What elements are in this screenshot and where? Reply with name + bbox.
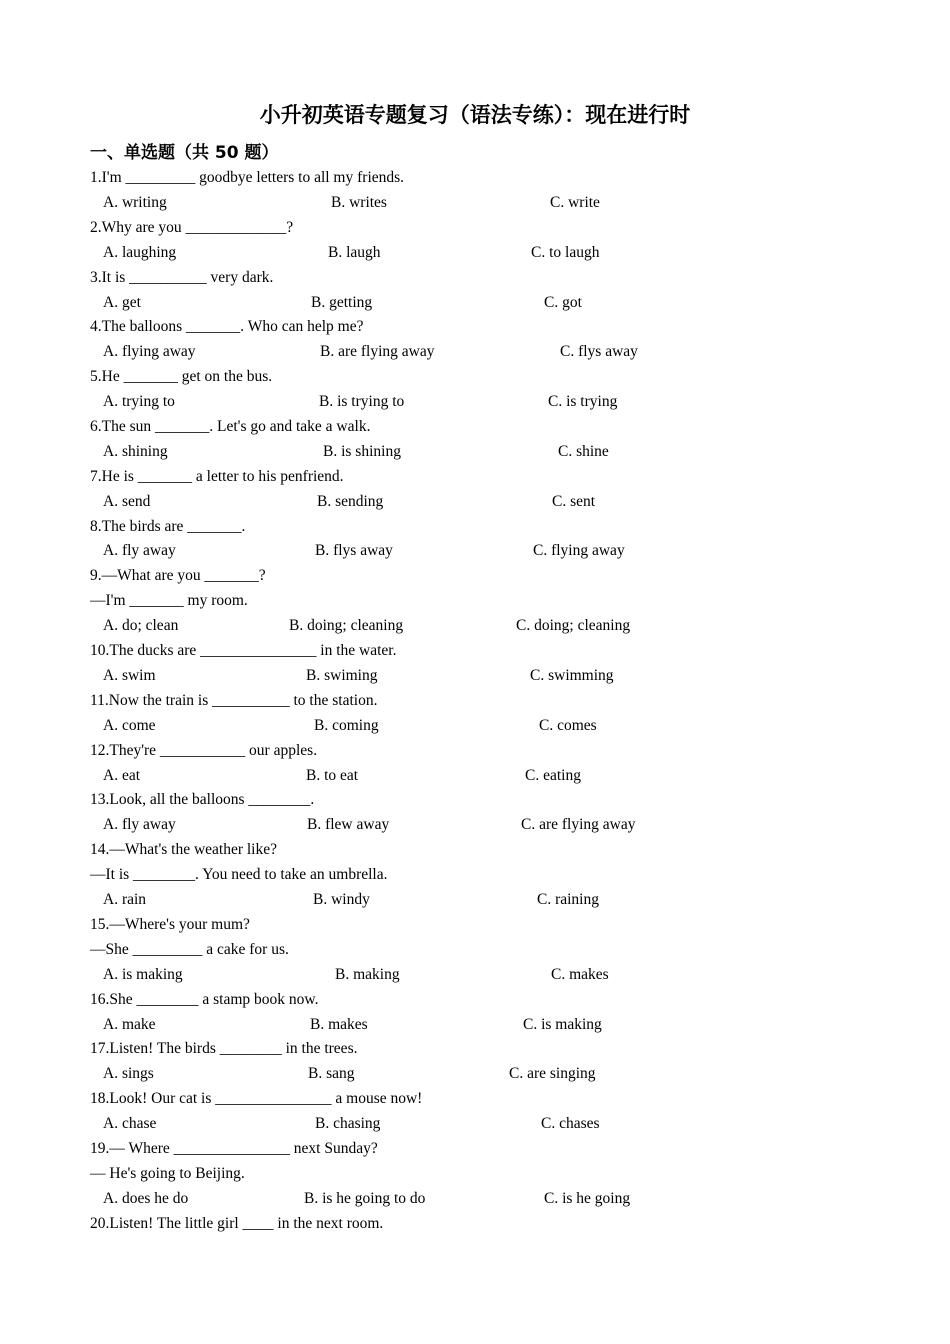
answer-option-b: B. flew away — [307, 816, 390, 833]
answer-option-a: A. send — [103, 493, 151, 510]
answer-option-b: B. makes — [310, 1016, 368, 1033]
answer-option-b: B. is shining — [323, 443, 401, 460]
answer-option-b: B. making — [335, 966, 400, 983]
answer-option-c: C. raining — [537, 891, 599, 908]
question-stem: 16.She ________ a stamp book now. — [90, 991, 319, 1008]
question-stem: 15.—Where's your mum? — [90, 916, 250, 933]
question-stem: 17.Listen! The birds ________ in the trees. — [90, 1040, 358, 1057]
question-dialogue-line: —She _________ a cake for us. — [90, 941, 289, 958]
answer-option-c: C. flying away — [533, 542, 625, 559]
page-title: 小升初英语专题复习（语法专练）：现在进行时 — [259, 103, 691, 127]
question-stem: 2.Why are you _____________? — [90, 219, 294, 236]
question-dialogue-line: — He's going to Beijing. — [90, 1165, 245, 1182]
answer-option-a: A. is making — [103, 966, 183, 983]
answer-option-c: C. swimming — [530, 667, 614, 684]
section-heading: 一、单选题（共 50 题） — [90, 143, 279, 163]
question-stem: 10.The ducks are _______________ in the water. — [90, 642, 397, 659]
answer-option-c: C. makes — [551, 966, 609, 983]
answer-option-c: C. got — [544, 294, 582, 311]
answer-option-a: A. sings — [103, 1065, 154, 1082]
question-stem: 5.He _______ get on the bus. — [90, 368, 273, 385]
answer-option-c: C. eating — [525, 767, 581, 784]
answer-option-b: B. doing; cleaning — [289, 617, 404, 634]
answer-option-a: A. fly away — [103, 816, 176, 833]
answer-option-c: C. are flying away — [521, 816, 636, 833]
answer-option-b: B. windy — [313, 891, 370, 908]
answer-option-b: B. swiming — [306, 667, 378, 684]
answer-option-c: C. to laugh — [531, 244, 600, 261]
answer-option-c: C. flys away — [560, 343, 638, 360]
question-stem: 4.The balloons _______. Who can help me? — [90, 318, 364, 335]
answer-option-a: A. writing — [103, 194, 167, 211]
answer-option-b: B. flys away — [315, 542, 393, 559]
answer-option-a: A. come — [103, 717, 156, 734]
answer-option-b: B. laugh — [328, 244, 381, 261]
answer-option-b: B. sending — [317, 493, 384, 510]
answer-option-c: C. shine — [558, 443, 609, 460]
answer-option-b: B. getting — [311, 294, 373, 311]
answer-option-c: C. chases — [541, 1115, 600, 1132]
answer-option-b: B. is trying to — [319, 393, 405, 410]
answer-option-b: B. coming — [314, 717, 379, 734]
answer-option-b: B. are flying away — [320, 343, 435, 360]
question-stem: 19.— Where _______________ next Sunday? — [90, 1140, 378, 1157]
question-dialogue-line: —It is ________. You need to take an umbrella. — [90, 866, 388, 883]
answer-option-c: C. write — [550, 194, 600, 211]
answer-option-a: A. make — [103, 1016, 156, 1033]
answer-option-a: A. fly away — [103, 542, 176, 559]
answer-option-c: C. sent — [552, 493, 596, 510]
answer-option-a: A. does he do — [103, 1190, 189, 1207]
question-stem: 18.Look! Our cat is _______________ a mouse now! — [90, 1090, 423, 1107]
answer-option-a: A. do; clean — [103, 617, 179, 634]
question-stem: 1.I'm _________ goodbye letters to all my friends. — [90, 169, 405, 186]
question-dialogue-line: —I'm _______ my room. — [90, 592, 248, 609]
question-stem: 7.He is _______ a letter to his penfriend. — [90, 468, 344, 485]
answer-option-b: B. sang — [308, 1065, 355, 1082]
question-stem: 20.Listen! The little girl ____ in the next room. — [90, 1215, 384, 1232]
answer-option-a: A. rain — [103, 891, 147, 908]
answer-option-a: A. laughing — [103, 244, 177, 261]
question-stem: 8.The birds are _______. — [90, 518, 246, 535]
question-stem: 13.Look, all the balloons ________. — [90, 791, 315, 808]
question-stem: 11.Now the train is __________ to the station. — [90, 692, 378, 709]
answer-option-b: B. is he going to do — [304, 1190, 426, 1207]
answer-option-c: C. is making — [523, 1016, 602, 1033]
answer-option-b: B. to eat — [306, 767, 359, 784]
answer-option-a: A. chase — [103, 1115, 157, 1132]
answer-option-a: A. flying away — [103, 343, 196, 360]
answer-option-a: A. get — [103, 294, 141, 311]
answer-option-c: C. comes — [539, 717, 597, 734]
question-stem: 9.—What are you _______? — [90, 567, 266, 584]
question-stem: 14.—What's the weather like? — [90, 841, 277, 858]
answer-option-a: A. swim — [103, 667, 156, 684]
answer-option-a: A. eat — [103, 767, 141, 784]
answer-option-c: C. is he going — [544, 1190, 631, 1207]
answer-option-a: A. trying to — [103, 393, 175, 410]
question-stem: 12.They're ___________ our apples. — [90, 742, 318, 759]
answer-option-c: C. is trying — [548, 393, 618, 410]
answer-option-c: C. are singing — [509, 1065, 596, 1082]
answer-option-c: C. doing; cleaning — [516, 617, 631, 634]
answer-option-a: A. shining — [103, 443, 168, 460]
question-stem: 3.It is __________ very dark. — [90, 269, 274, 286]
answer-option-b: B. writes — [331, 194, 387, 211]
answer-option-b: B. chasing — [315, 1115, 381, 1132]
question-stem: 6.The sun _______. Let's go and take a walk. — [90, 418, 371, 435]
